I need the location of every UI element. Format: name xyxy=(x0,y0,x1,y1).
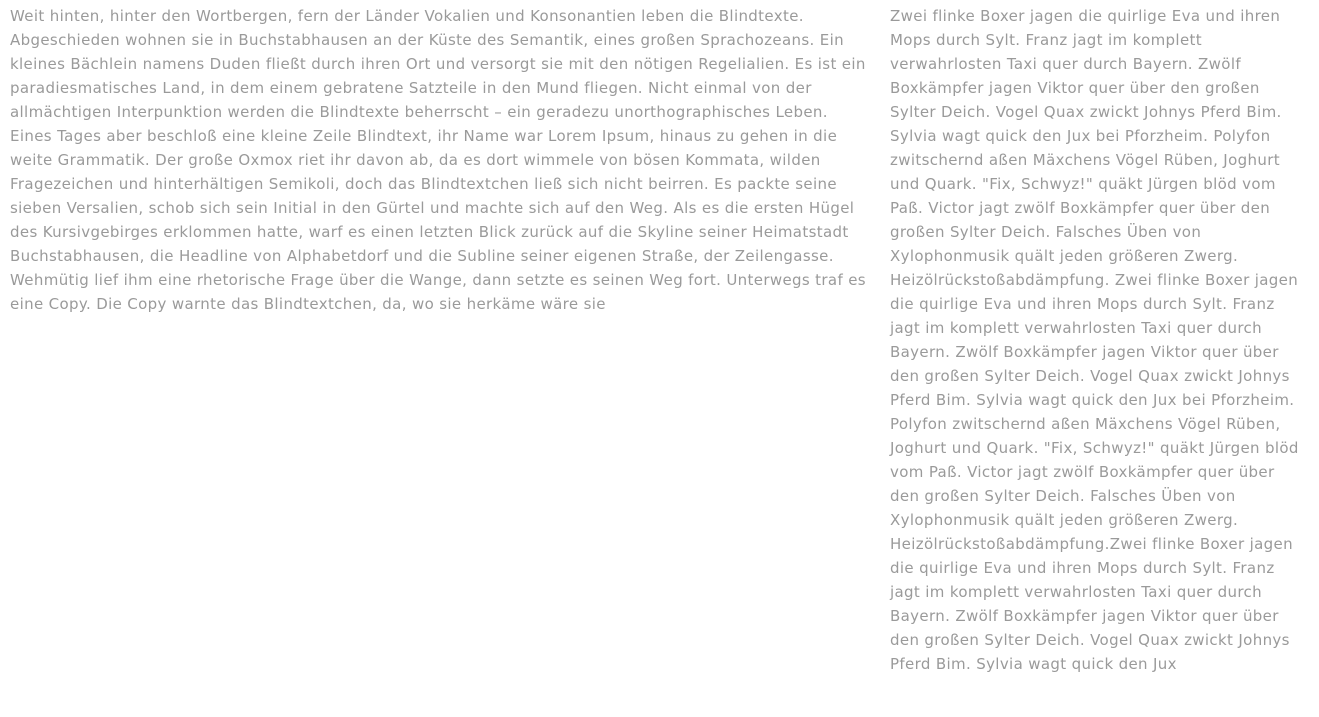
left-text-column: Weit hinten, hinter den Wortbergen, fern der Länder Vokalien und Konsonantien leben die Blindtexte. Abgeschieden wohnen sie in Buchstabhausen an der Küste des Semantik, eines großen Sprachozeans. Ein kleines Bächlein namens Duden fließt durch ihren Ort und versorgt sie mit den nötigen Regelialien. Es ist ein paradiesmatisches Land, in dem einem gebratene Satzteile in den Mund fliegen. Nicht einmal von der allmächtigen Interpunktion werden die Blindtexte beherrscht – ein geradezu unorthographisches Leben. Eines Tages aber beschloß eine kleine Zeile Blindtext, ihr Name war Lorem Ipsum, hinaus zu gehen in die weite Grammatik. Der große Oxmox riet ihr davon ab, da es dort wimmele von bösen Kommata, wilden Fragezeichen und hinterhältigen Semikoli, doch das Blindtextchen ließ sich nicht beirren. Es packte seine sieben Versalien, schob sich sein Initial in den Gürtel und machte sich auf den Weg. Als es die ersten Hügel des Kursivgebirges erklommen hatte, warf es einen letzten Blick zurück auf die Skyline seiner Heimatstadt Buchstabhausen, die Headline von Alphabetdorf und die Subline seiner eigenen Straße, der Zeilengasse. Wehmütig lief ihm eine rhetorische Frage über die Wange, dann setzte es seinen Weg fort. Unterwegs traf es eine Copy. Die Copy warnte das Blindtextchen, da, wo sie herkäme wäre sie xyxy=(10,7,866,313)
right-text-column: Zwei flinke Boxer jagen die quirlige Eva und ihren Mops durch Sylt. Franz jagt im komplett verwahrlosten Taxi quer durch Bayern. Zwölf Boxkämpfer jagen Viktor quer über den großen Sylter Deich. Vogel Quax zwickt Johnys Pferd Bim. Sylvia wagt quick den Jux bei Pforzheim. Polyfon zwitschernd aßen Mäxchens Vögel Rüben, Joghurt und Quark. "Fix, Schwyz!" quäkt Jürgen blöd vom Paß. Victor jagt zwölf Boxkämpfer quer über den großen Sylter Deich. Falsches Üben von Xylophonmusik quält jeden größeren Zwerg. Heizölrückstoßabdämpfung. Zwei flinke Boxer jagen die quirlige Eva und ihren Mops durch Sylt. Franz jagt im komplett verwahrlosten Taxi quer durch Bayern. Zwölf Boxkämpfer jagen Viktor quer über den großen Sylter Deich. Vogel Quax zwickt Johnys Pferd Bim. Sylvia wagt quick den Jux bei Pforzheim. Polyfon zwitschernd aßen Mäxchens Vögel Rüben, Joghurt und Quark. "Fix, Schwyz!" quäkt Jürgen blöd vom Paß. Victor jagt zwölf Boxkämpfer quer über den großen Sylter Deich. Falsches Üben von Xylophonmusik quält jeden größeren Zwerg. Heizölrückstoßabdämpfung.Zwei flinke Boxer jagen die quirlige Eva und ihren Mops durch Sylt. Franz jagt im komplett verwahrlosten Taxi quer durch Bayern. Zwölf Boxkämpfer jagen Viktor quer über den großen Sylter Deich. Vogel Quax zwickt Johnys Pferd Bim. Sylvia wagt quick den Jux xyxy=(890,7,1299,673)
